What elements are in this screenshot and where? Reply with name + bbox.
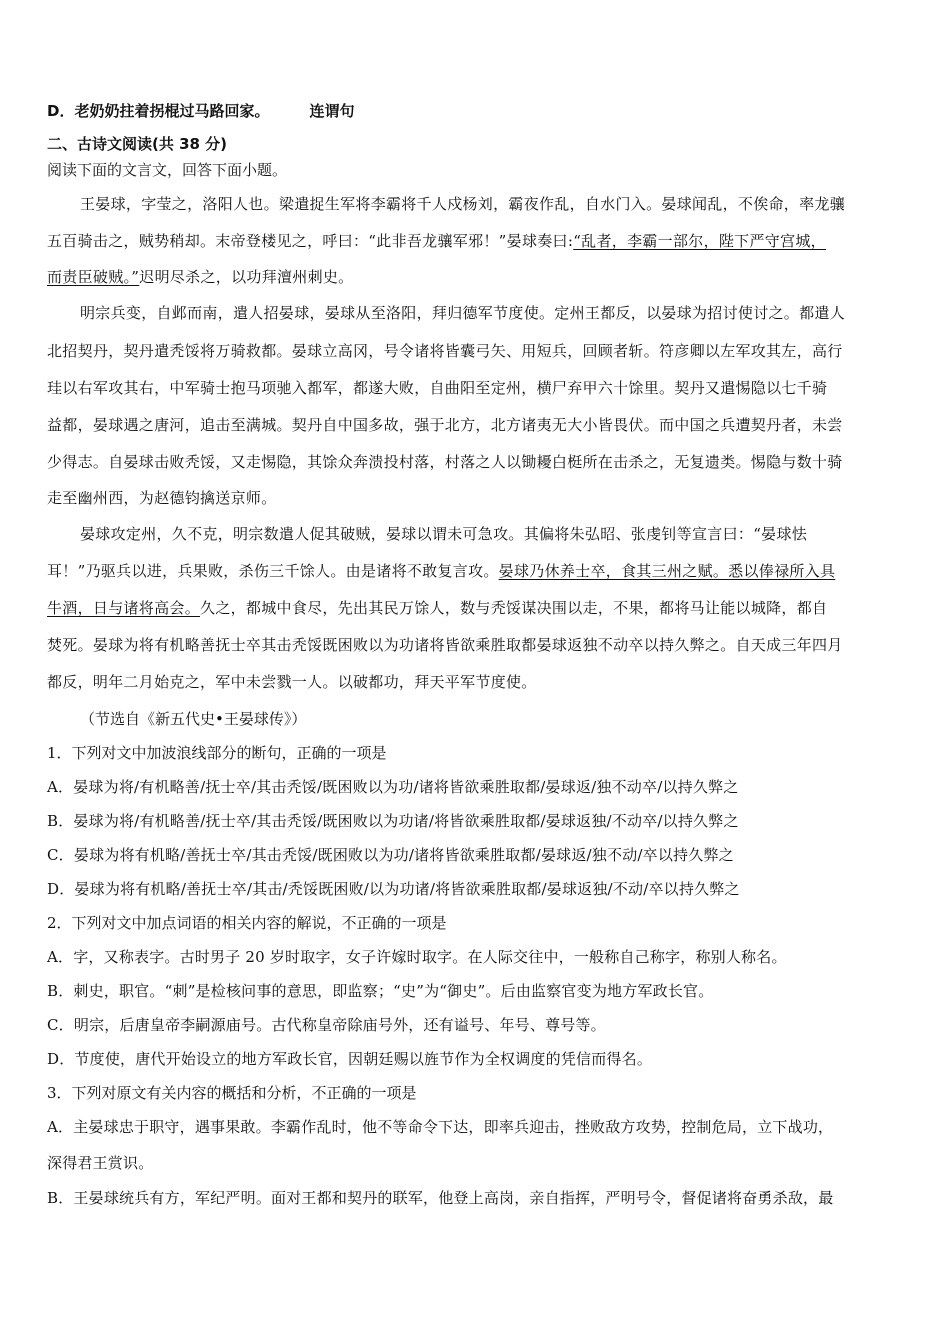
prev-option-d-answer: 连谓句 [309, 102, 355, 120]
q2-stem: 2．下列对文中加点词语的相关内容的解说，不正确的一项是 [47, 914, 447, 932]
q1-option-c: C．晏球为将有机略/善抚士卒/其击秃馁/既困败以为功/诸将皆欲乘胜取都/晏球返/独不动/卒以持久弊之 [47, 846, 734, 864]
prev-option-d [47, 101, 354, 121]
passage-p1-line3 [47, 267, 353, 287]
section-instruction: 阅读下面的文言文，回答下面小题。 [47, 161, 288, 179]
underlined-sentence-2b: 牛酒，日与诸将高会。 [47, 599, 201, 617]
q1-option-d: D．晏球为将有机略/善抚士卒/其击/秃馁既困败/以为功诸/将皆欲乘胜取都/晏球返独/不动/卒以持久弊之 [47, 880, 740, 898]
q3-option-a-line2: 深得君王赏识。 [47, 1154, 154, 1172]
passage-p3-line2 [47, 561, 835, 581]
q2-option-b: B．刺史，职官。“刺”是检核问事的意思，即监察；“史”为“御史”。后由监察官变为地方军政长官。 [47, 982, 714, 1000]
passage-p2-line1: 明宗兵变，自邺而南，遣人招晏球，晏球从至洛阳，拜归德军节度使。定州王都反，以晏球为招讨使讨之。都遣人 [80, 304, 846, 322]
passage-p3-line2-a: 耳！”乃驱兵以进，兵果败，杀伤三千馀人。由是诸将不敢复言攻。 [47, 562, 499, 580]
q2-option-a: A．字，又称表字。古时男子 20 岁时取字，女子许嫁时取字。在人际交往中，一般称自己称字，称别人称名。 [47, 948, 787, 966]
q3-option-a-line1: A．主晏球忠于职守，遇事果敢。李霸作乱时，他不等命令下达，即率兵迎击，挫败敌方攻势，控制危局，立下战功， [47, 1118, 834, 1136]
section-heading: 二、古诗文阅读(共 38 分) [47, 135, 228, 153]
q2-option-d: D．节度使，唐代开始设立的地方军政长官，因朝廷赐以旌节作为全权调度的凭信而得名。 [47, 1050, 653, 1068]
q3-option-b-line1: B．王晏球统兵有方，军纪严明。面对王都和契丹的联军，他登上高岗，亲自指挥，严明号令，督促诸将奋勇杀敌，最 [47, 1189, 834, 1207]
passage-p3-line4: 焚死。晏球为将有机略善抚士卒其击秃馁既困败以为功诸将皆欲乘胜取都晏球返独不动卒以持久弊之。自天成三年四月 [47, 636, 843, 654]
wavy-underlined-sentence-1a: “乱者，李霸一部尔，陛下严守宫城， [573, 232, 826, 250]
passage-p2-line5: 少得志。自晏球击败秃馁，又走惕隐，其馀众奔溃投村落，村落之人以锄耰白梃所在击杀之，无复遗类。惕隐与数十骑 [47, 453, 843, 471]
passage-p3-line5: 都反，明年二月始克之，军中未尝戮一人。以破都功，拜天平军节度使。 [47, 673, 537, 691]
passage-p1-line2-a: 五百骑击之，贼势稍却。末帝登楼见之，呼曰：“此非吾龙骧军邪！”晏球奏曰: [47, 232, 574, 250]
q2-option-c: C．明宗，后唐皇帝李嗣源庙号。古代称皇帝除庙号外，还有谥号、年号、尊号等。 [47, 1016, 606, 1034]
q1-stem: 1．下列对文中加波浪线部分的断句，正确的一项是 [47, 744, 387, 762]
q3-stem: 3．下列对原文有关内容的概括和分析，不正确的一项是 [47, 1084, 417, 1102]
passage-p2-line2: 北招契丹，契丹遣秃馁将万骑救都。晏球立高冈，号令诸将皆囊弓矢、用短兵，回顾者斩。符彦卿以左军攻其左，高行 [47, 342, 843, 360]
underlined-sentence-2a: 晏球乃休养士卒，食其三州之赋。悉以俸禄所入具 [498, 562, 836, 580]
passage-p2-line6: 走至幽州西，为赵德钧擒送京师。 [47, 489, 277, 507]
passage-source: （节选自《新五代史•王晏球传》） [80, 710, 307, 728]
passage-p1-line1: 王晏球，字莹之，洛阳人也。梁遣捉生军将李霸将千人戍杨刘，霸夜作乱，自水门入。晏球闻乱，不俟命，率龙骧 [80, 195, 846, 213]
passage-p3-line1: 晏球攻定州，久不克，明宗数遣人促其破贼，晏球以谓未可急攻。其偏将朱弘昭、张虔钊等宣言曰：“晏球怯 [80, 525, 808, 543]
passage-p3-line3-b: 久之，都城中食尽，先出其民万馀人，数与秃馁谋决围以走，不果，都将马让能以城降，都自 [200, 599, 828, 617]
prev-option-d-text: D．老奶奶拄着拐棍过马路回家。 [47, 102, 270, 120]
q1-option-a: A．晏球为将/有机略善/抚士卒/其击秃馁/既困败以为功/诸将皆欲乘胜取都/晏球返/独不动卒/以持久弊之 [47, 778, 739, 796]
passage-p1-line3-b: 迟明尽杀之，以功拜澶州刺史。 [139, 268, 354, 286]
passage-p1-line2 [47, 231, 826, 251]
passage-p2-line4: 益都，晏球遇之唐河，追击至满城。契丹自中国多故，强于北方，北方诸夷无大小皆畏伏。而中国之兵遭契丹者，未尝 [47, 416, 843, 434]
q1-option-b: B．晏球为将/有机略善/抚士卒/其击秃馁/既困败以为功诸/将皆欲乘胜取都/晏球返独/不动卒/以持久弊之 [47, 812, 739, 830]
passage-p3-line3 [47, 598, 827, 618]
wavy-underlined-sentence-1b: 而责臣破贼。” [47, 268, 140, 286]
passage-p2-line3: 珪以右军攻其右，中军骑士抱马项驰入都军，都遂大败，自曲阳至定州，横尸弃甲六十馀里。契丹又遣惕隐以七千骑 [47, 379, 828, 397]
